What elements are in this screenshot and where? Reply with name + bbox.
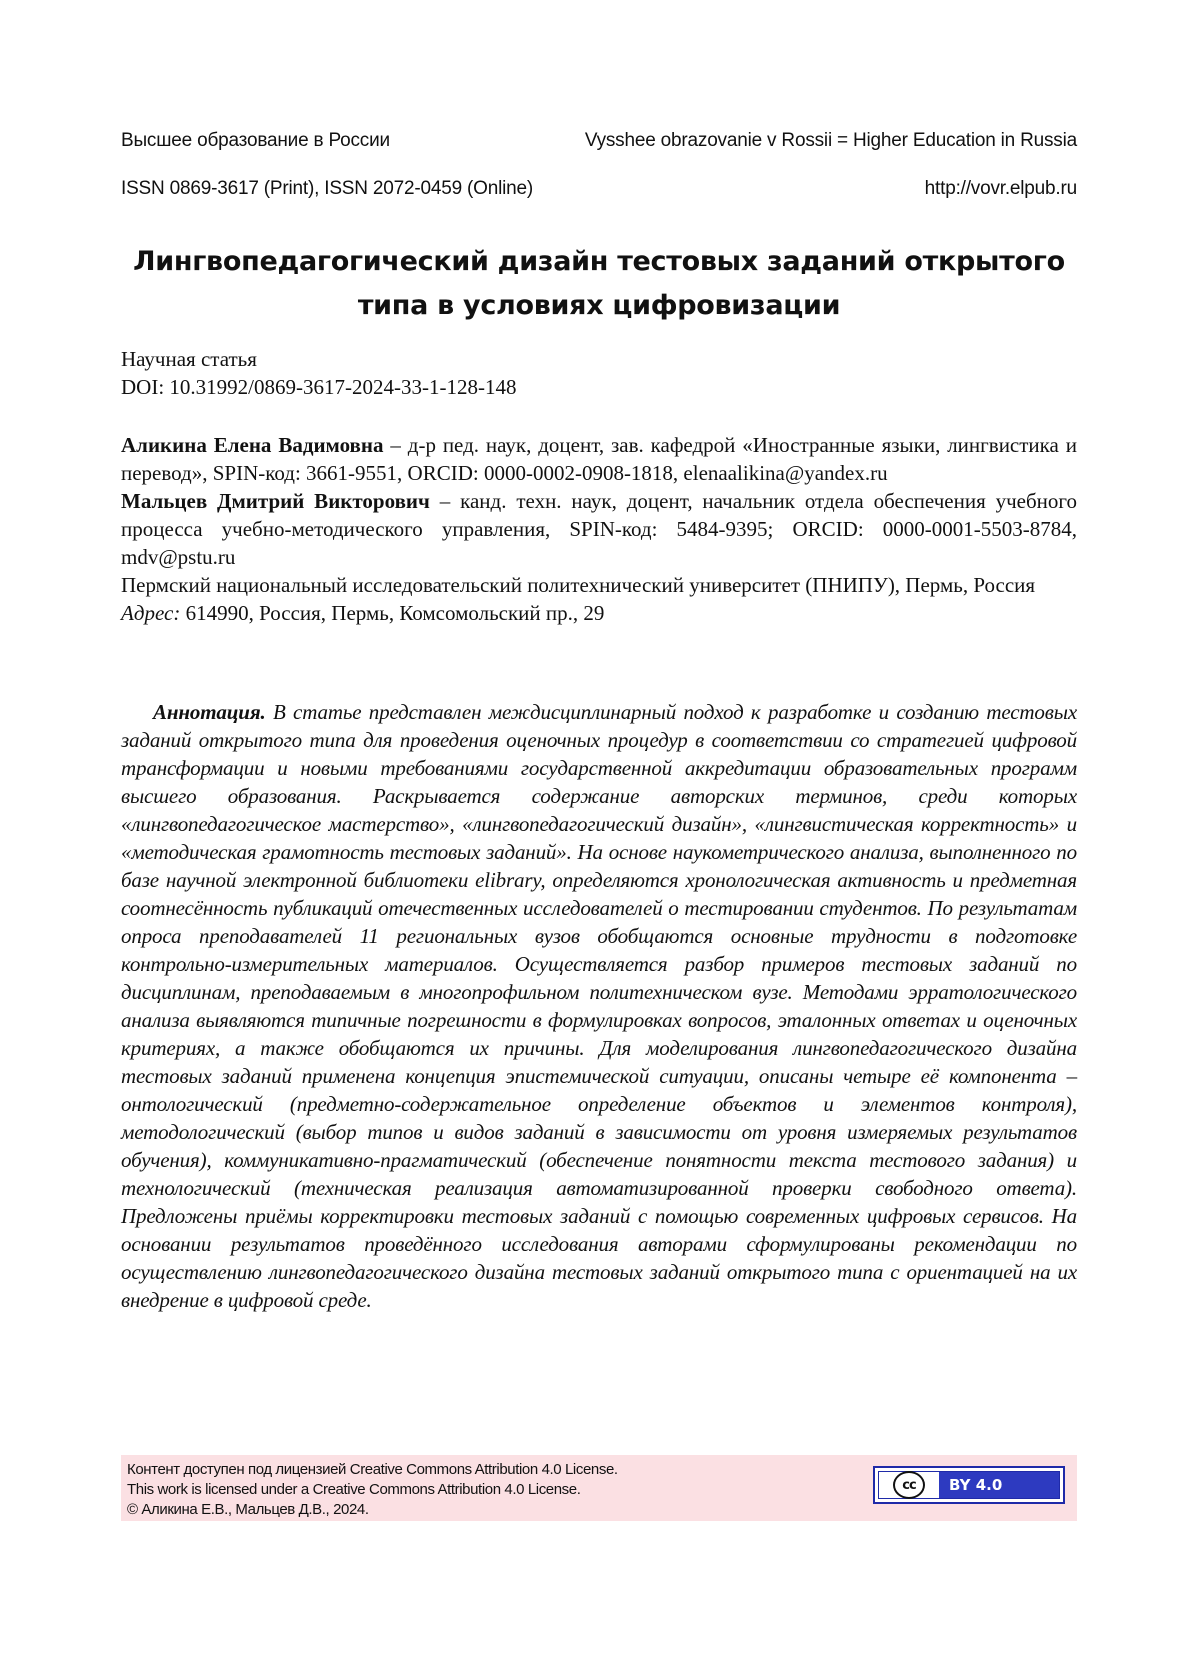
cc-logo: [879, 1472, 939, 1498]
author-details: – канд. техн. наук, доцент, начальник отдела обеспечения учебного процесса учебно-методического управления, SPIN-код: 5484-9395; ORCID: 0000-0001-5503-8784, mdv@pstu.ru: [121, 489, 1077, 569]
abstract: [121, 698, 1077, 1314]
author-name: Аликина Елена Вадимовна: [121, 433, 384, 457]
journal-url[interactable]: http://vovr.elpub.ru: [924, 178, 1077, 199]
abstract-text: В статье представлен междисциплинарный подход к разработке и созданию тестовых заданий открытого типа для проведения оценочных процедур в соответствии со стратегией цифровой трансформации и новыми требованиями государственной аккредитации образовательных программ высшего образования. Раскрывается содержание авторских терминов, среди которых «лингвопедагогическое мастерство», «лингвопедагогический дизайн», «лингвистическая корректность» и «методическая грамотность тестовых заданий». На основе наукометрического анализа, выполненного по базе научной электронной библиотеки elibrary, определяются хронологическая активность и предметная соотнесённость публикаций отечественных исследователей о тестировании студентов. По результатам опроса преподавателей 11 региональных вузов обобщаются основные трудности в подготовке контрольно-измерительных материалов. Осуществляется разбор примеров тестовых заданий по дисциплинам, преподаваемым в многопрофильном политехническом вузе. Методами эрратологического анализа выявляются типичные погрешности в формулировках вопросов, эталонных ответах и оценочных критериях, а также обобщаются их причины. Для моделирования лингвопедагогического дизайна тестовых заданий применена концепция эпистемической ситуации, описаны четыре её компонента – онтологический (предметно-содержательное определение объектов и элементов контроля), методологический (выбор типов и видов заданий в зависимости от уровня измеряемых результатов обучения), коммуникативно-прагматический (обеспечение понятности текста тестового задания) и технологический (техническая реализация автоматизированной проверки свободного ответа). Предложены приёмы корректировки тестовых заданий с помощью современных цифровых сервисов. На основании результатов проведённого исследования авторами сформулированы рекомендации по осуществлению лингвопедагогического дизайна тестовых заданий открытого типа с ориентацией на их внедрение в цифровой среде.: [121, 700, 1077, 1312]
authors-block: [121, 431, 1077, 627]
address-value: 614990, Россия, Пермь, Комсомольский пр., 29: [180, 601, 605, 625]
creative-commons-icon: cc: [893, 1471, 925, 1499]
journal-title-en: Vysshee obrazovanie v Rossii = Higher Education in Russia: [584, 130, 1077, 151]
address: [121, 599, 1077, 627]
article-doi[interactable]: DOI: 10.31992/0869-3617-2024-33-1-128-148: [121, 375, 517, 399]
author-entry: [121, 487, 1077, 571]
cc-badge-inner: [878, 1471, 1060, 1499]
journal-title-ru: Высшее образование в России: [121, 130, 390, 151]
issn-row: [121, 178, 1077, 200]
title-line-2: типа в условиях цифровизации: [357, 290, 841, 321]
article-type: Научная статья: [121, 347, 257, 371]
cc-badge-text: BY 4.0: [949, 1476, 1003, 1494]
abstract-label: Аннотация.: [153, 700, 266, 724]
issn-text: ISSN 0869-3617 (Print), ISSN 2072-0459 (Online): [121, 178, 533, 199]
cc-by-badge[interactable]: [873, 1466, 1065, 1504]
license-line-ru: Контент доступен под лицензией Creative Commons Attribution 4.0 License.: [127, 1461, 618, 1478]
address-label: Адрес:: [121, 601, 181, 625]
author-entry: [121, 431, 1077, 487]
author-name: Мальцев Дмитрий Викторович: [121, 489, 430, 513]
author-details: – д-р пед. наук, доцент, зав. кафедрой «Иностранные языки, лингвистика и перевод», SPIN-код: 3661-9551, ORCID: 0000-0002-0908-1818, elenaalikina@yandex.ru: [121, 433, 1077, 485]
license-lines: [127, 1460, 618, 1520]
running-header: [121, 130, 1077, 152]
article-meta: [121, 345, 516, 401]
copyright-line: © Аликина Е.В., Мальцев Д.В., 2024.: [127, 1501, 369, 1518]
title-line-1: Лингвопедагогический дизайн тестовых заданий открытого: [133, 246, 1065, 277]
license-line-en: This work is licensed under a Creative Commons Attribution 4.0 License.: [127, 1481, 581, 1498]
affiliation: Пермский национальный исследовательский политехнический университет (ПНИПУ), Пермь, Россия: [121, 573, 1036, 597]
article-title: [121, 240, 1077, 328]
